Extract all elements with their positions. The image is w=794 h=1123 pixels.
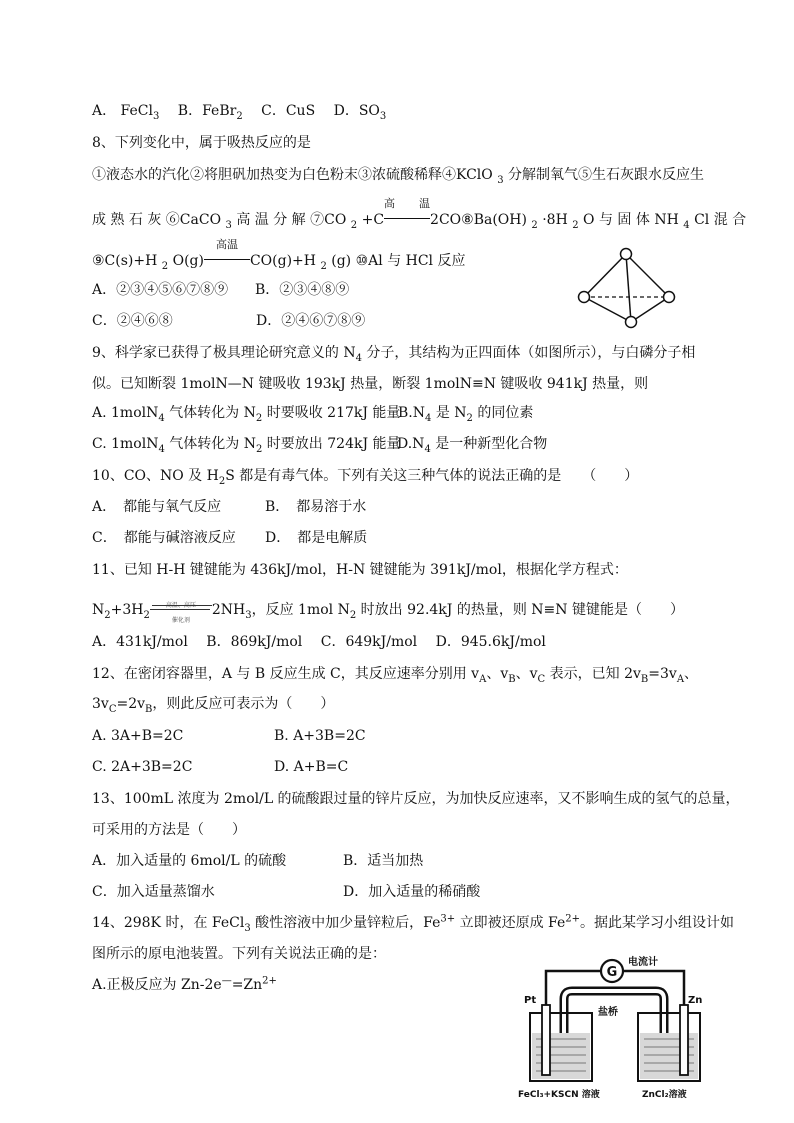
q10-stem: 10、CO、NO 及 $H_2S$ 都是有毒气体。下列有关这三种气体的说法正确的是 （ ） [92, 468, 639, 487]
q8-line2-part-b: 2CO⑧Ba(OH) $_2$ ·8H $_2$ O 与 固 体 NH $_4$ Cl 混 合 [430, 212, 747, 231]
q8-line2 [92, 197, 747, 231]
q8-line2-part-a: 成 熟 石 灰 ⑥CaCO $_3$ 高 温 分 解 ⑦CO $_2$ +C [92, 212, 385, 231]
galvanometer-symbol: G [606, 965, 618, 980]
q8-option-d: D．②④⑥⑦⑧⑨ [256, 313, 366, 329]
right-solution-label: ZnCl₂溶液 [642, 1090, 687, 1100]
q10-option-a: A． 都能与氧气反应 [92, 499, 222, 515]
q14-line1: 14、298K 时，在 FeCl$_3$ 酸性溶液中加少量锌粒后，$Fe^{3+}$ 立即被还原成 $Fe^{2+}$。据此某学习小组设计如 [92, 913, 735, 934]
reaction-arrow [384, 197, 431, 224]
q11-stem: 11、已知 H-H 键键能为 436kJ/mol，H-N 键键能为 391kJ/mol，根据化学方程式： [92, 562, 628, 578]
reaction-condition: 高温 [384, 197, 431, 210]
q12-option-b: B. A+3B=2C [274, 728, 366, 744]
q11-equation-reactants: $N_2+3H_2$ [92, 602, 150, 621]
q13-option-c: C．加入适量蒸馏水 [92, 884, 215, 900]
q11-equation-rest: $2NH_3$，反应 1mol $N_2$ 时放出 92.4kJ 的热量，则 N≡N 键键能是（ ） [211, 602, 684, 621]
q9-option-a: A. 1molN$_4$ 气体转化为 $N_2$ 时要吸收 217kJ 能量 [92, 405, 401, 424]
q8-line1: ①液态水的汽化②将胆矾加热变为白色粉末③浓硫酸稀释④KClO $_3$ 分解制氧气⑤生石灰跟水反应生 [92, 167, 705, 186]
q8-stem: 8、下列变化中，属于吸热反应的是 [92, 135, 311, 151]
q13-option-d: D．加入适量的稀硝酸 [343, 884, 481, 900]
q8-option-a: A．②③④⑤⑥⑦⑧⑨ [92, 282, 229, 298]
q12-line1: 12、在密闭容器里，A 与 B 反应生成 C，其反应速率分别用 $v_A$、$v_B$、$v_C$ 表示，已知 $2v_B=3v_A$、 [92, 666, 699, 685]
q10-option-c: C． 都能与碱溶液反应 [92, 530, 236, 546]
q14-option-a: A.正极反应为 $Zn-2e^—=Zn^{2+}$ [92, 975, 277, 993]
q9-option-b: $B.N_4$ 是 $N_2$ 的同位素 [398, 405, 534, 424]
q12-option-c: C. 2A+3B=2C [92, 759, 193, 775]
q8-option-c: C．②④⑥⑧ [92, 313, 173, 329]
q9-line1: 9、科学家已获得了极具理论研究意义的 $N_4$ 分子，其结构为正四面体（如图所示），与白磷分子相 [92, 345, 696, 364]
q8-option-b: B．②③④⑧⑨ [255, 282, 350, 298]
q8-line3 [92, 238, 466, 272]
zn-electrode-label: Zn [688, 995, 703, 1006]
q9-option-c: C. 1molN$_4$ 气体转化为 $N_2$ 时要放出 724kJ 能量 [92, 436, 401, 455]
q8-line3-part-b: CO(g)+H $_2$ (g) ⑩Al 与 HCl 反应 [249, 253, 466, 272]
q9-option-d: $D.N_4$ 是一种新型化合物 [397, 436, 548, 455]
q13-option-a: A．加入适量的 6mol/L 的硫酸 [92, 853, 287, 869]
q12-option-a: A. 3A+B=2C [92, 728, 184, 744]
q8-line3-part-a: ⑨C(s)+H $_2$ O(g) [92, 253, 204, 272]
q14-line2: 图所示的原电池装置。下列有关说法正确的是： [92, 946, 386, 962]
galvanic-cell-figure [516, 955, 712, 1115]
reaction-arrow [204, 238, 250, 265]
left-solution-label: FeCl₃+KSCN 溶液 [518, 1090, 600, 1100]
q12-option-d: D. A+B=C [274, 759, 349, 775]
salt-bridge-label: 盐桥 [598, 1007, 618, 1018]
reversible-arrow-condition-top: 高温、高压 [165, 602, 196, 609]
reaction-condition: 高温 [215, 238, 238, 251]
q12-line2: $3v_C=2v_B$，则此反应可表示为（ ） [92, 696, 335, 715]
q13-option-b: B．适当加热 [343, 853, 424, 869]
q13-line1: 13、100mL 浓度为 2mol/L 的硫酸跟过量的锌片反应，为加快反应速率，又不影响生成的氢气的总量， [92, 791, 740, 807]
q10-option-d: D． 都是电解质 [265, 530, 368, 546]
reversible-arrow [150, 600, 212, 624]
reversible-arrow-condition-bottom: 催化剂 [171, 617, 190, 624]
q11-options: A．431kJ/mol B．869kJ/mol C．649kJ/mol D．945.6kJ/mol [92, 634, 546, 650]
q11-equation [92, 600, 684, 624]
n4-tetrahedron-figure [574, 246, 680, 332]
pt-electrode-label: Pt [524, 995, 537, 1006]
q13-line2: 可采用的方法是（ ） [92, 822, 246, 838]
q9-line2: 似。已知断裂 1molN—N 键吸收 193kJ 热量，断裂 1molN≡N 键吸收 941kJ 热量，则 [92, 376, 649, 392]
galvanometer-label: 电流计 [628, 957, 658, 968]
q7-options: A． FeCl$_3$ B．FeBr$_2$ C．CuS D．$SO_3$ [92, 103, 387, 122]
q10-option-b: B． 都易溶于水 [265, 499, 367, 515]
